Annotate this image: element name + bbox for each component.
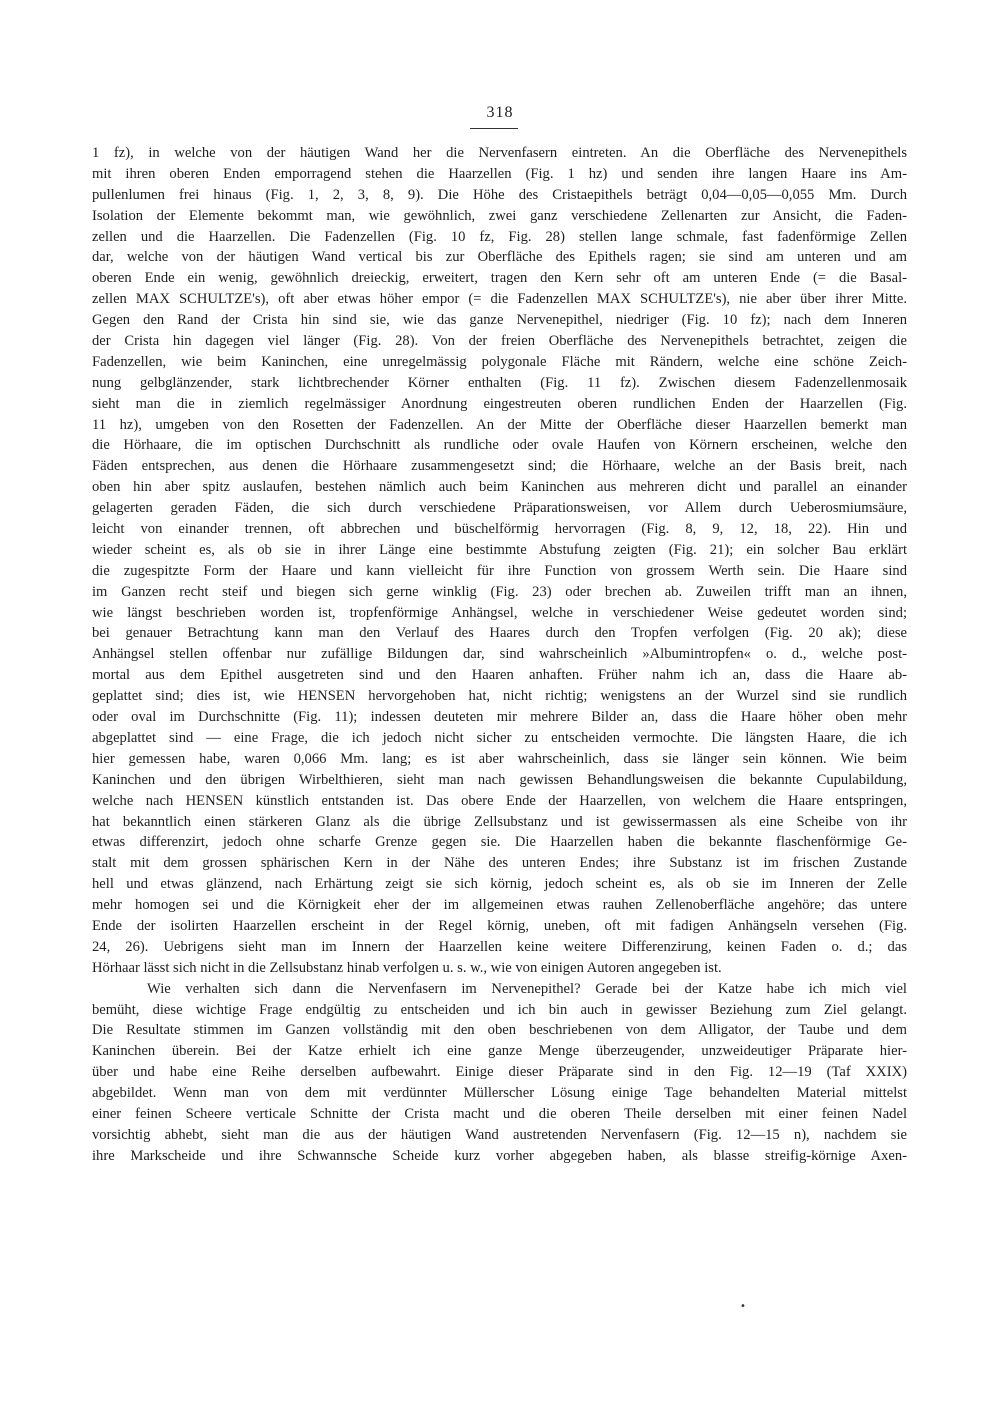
text-line: mortal aus dem Epithel ausgetreten sind und den Haaren anhaften. Früher nahm ich an, dass die Haare ab- [92,667,907,684]
text-line: hier gemessen habe, waren 0,066 Mm. lang; es ist aber wahrscheinlich, dass sie länger sein können. Wie beim [92,750,907,767]
text-line: Ende der isolirten Haarzellen erscheint in der Regel körnig, uneben, oft mit fadigen Anhängseln versehen (Fig. [92,917,907,934]
text-line: abgeplattet sind — eine Frage, die ich jedoch nicht sicher zu entscheiden vermochte. Die längsten Haare, die ich [92,729,907,746]
text-line: zellen MAX SCHULTZE's), oft aber etwas höher empor (= die Fadenzellen MAX SCHULTZE's), nie aber über ihrer Mitte. [92,291,907,308]
text-line: Kaninchen und den übrigen Wirbelthieren, sieht man nach gewissen Behandlungsweisen die bekannte Cupulabildung, [92,771,907,788]
text-line: welche nach HENSEN künstlich entstanden ist. Das obere Ende der Haarzellen, von welchem die Haare entspringen, [92,792,907,809]
text-line: wieder scheint es, als ob sie in ihrer Länge eine bestimmte Abstufung zeigten (Fig. 21); ein solcher Bau erklärt [92,541,907,558]
text-line: etwas differenzirt, jedoch ohne scharfe Grenze gegen sie. Die Haarzellen haben die bekannte flaschenförmige Ge- [92,834,907,851]
text-line: ihre Markscheide und ihre Schwannsche Scheide kurz vorher abgegeben haben, als blasse streifig-körnige Axen- [92,1147,907,1164]
text-line: Fadenzellen, wie beim Kaninchen, eine unregelmässig polygonale Fläche mit Rändern, welche eine schöne Zeich- [92,353,907,370]
text-line: Wie verhalten sich dann die Nervenfasern im Nervenepithel? Gerade bei der Katze habe ich mich viel [147,980,907,997]
text-line: Kaninchen überein. Bei der Katze erhielt ich eine ganze Menge überzeugender, unzweideutiger Präparate hier- [92,1043,907,1060]
text-line: oder oval im Durchschnitte (Fig. 11); indessen deuteten mir mehrere Bilder an, dass die Haare höher oben mehr [92,709,907,726]
text-line: einer feinen Scheere verticale Schnitte der Crista macht und die oberen Theile derselben mit einer feinen Nadel [92,1105,907,1122]
text-line: Fäden entsprechen, aus denen die Hörhaare zusammengesetzt sind; die Hörhaare, welche an der Basis breit, nach [92,458,907,475]
text-line: hat bekanntlich einen stärkeren Glanz als die übrige Zellsubstanz und ist gewissermassen als eine Scheibe von ihr [92,813,907,830]
text-line: mit ihren oberen Enden emporragend stehen die Haarzellen (Fig. 1 hz) und senden ihre langen Haare ins Am- [92,165,907,182]
text-line: Die Resultate stimmen im Ganzen vollständig mit den oben beschriebenen von dem Alligator, der Taube und dem [92,1022,907,1039]
text-line: mehr homogen sei und die Körnigkeit eher der im allgemeinen etwas rauhen Zellenoberfläche angehöre; das untere [92,897,907,914]
page-number: 318 [486,104,514,121]
text-line: bemüht, diese wichtige Frage endgültig zu entscheiden und ich bin auch in gewisser Beziehung zum Ziel gelangt. [92,1001,907,1018]
text-line: bei genauer Betrachtung kann man den Verlauf des Haares durch den Tropfen verfolgen (Fig. 20 ak); diese [92,625,907,642]
text-line: der Crista hin dagegen viel länger (Fig. 28). Von der freien Oberfläche des Nervenepithels betrachtet, zeigen die [92,333,907,350]
text-line: hell und etwas glänzend, nach Erhärtung zeigt sie sich körnig, jedoch scheint es, als ob sie im Inneren der Zelle [92,876,907,893]
text-line: leicht von einander trennen, oft abbrechen und büschelförmig hervorragen (Fig. 8, 9, 12, 18, 22). Hin und [92,521,907,538]
text-line: oben hin aber spitz auslaufen, bestehen nämlich auch beim Kaninchen aus mehreren dicht und parallel an einander [92,479,907,496]
text-line: 11 hz), umgeben von den Rosetten der Fadenzellen. An der Mitte der Oberfläche dieser Haarzellen bemerkt man [92,416,907,433]
text-line: zellen und die Haarzellen. Die Fadenzellen (Fig. 10 fz, Fig. 28) stellen lange schmale, fast fadenförmige Zellen [92,228,907,245]
text-line: Gegen den Rand der Crista hin sind sie, wie das ganze Nervenepithel, niedriger (Fig. 10 fz); nach dem Inneren [92,312,907,329]
text-line: sieht man die in ziemlich regelmässiger Anordnung eingestreuten oberen rundlichen Enden der Haarzellen (Fig. [92,395,907,412]
text-line: Hörhaar lässt sich nicht in die Zellsubstanz hinab verfolgen u. s. w., wie von einigen Autoren angegeben ist. [92,959,722,976]
text-line: 1 fz), in welche von der häutigen Wand her die Nervenfasern eintreten. An die Oberfläche des Nervenepithels [92,145,907,161]
text-line: geplattet sind; dies ist, wie HENSEN hervorgehoben hat, nicht richtig; wenigstens an der Wurzel sind sie rundlich [92,688,907,705]
text-line: wie längst beschrieben worden ist, tropfenförmige Anhängsel, welche in verschiedener Weise gedeutet worden sind; [92,604,907,621]
text-line: oberen Ende ein wenig, gewöhnlich dreieckig, erweitert, tragen den Kern sehr oft am unteren Ende (= die Basal- [92,270,907,287]
text-line: über und habe eine Reihe derselben aufbewahrt. Einige dieser Präparate sind in den Fig. 12—19 (Taf XXIX) [92,1064,907,1081]
body-text [92,143,907,1167]
text-line: dar, welche von der häutigen Wand vertical bis zur Oberfläche des Epithels ragen; sie sind am unteren und am [92,249,907,266]
text-line: stalt mit dem grossen sphärischen Kern in der Nähe des unteren Endes; ihre Substanz ist im frischen Zustande [92,855,907,872]
text-line: vorsichtig abhebt, sieht man die aus der häutigen Wand austretenden Nervenfasern (Fig. 12—15 n), nachdem sie [92,1126,907,1143]
text-line: Anhängsel stellen offenbar nur zufällige Bildungen dar, sind wahrscheinlich »Albumintropfen« o. d., welche post- [92,646,907,663]
text-line: 24, 26). Uebrigens sieht man im Innern der Haarzellen keine weitere Differenzirung, keinen Faden o. d.; das [92,938,907,955]
page-number-rule [470,128,518,129]
paragraph-1 [92,143,907,979]
paragraph-2 [92,979,907,1167]
text-line: die zugespitzte Form der Haare und kann vielleicht für ihre Function von grossem Werth sein. Die Haare sind [92,562,907,579]
text-line: gelagerten geraden Fäden, die sich durch verschiedene Präparationsweisen, vor Allem durch Ueberosmiumsäure, [92,500,907,517]
text-line: im Ganzen recht steif und biegen sich gerne winklig (Fig. 23) oder brechen ab. Zuweilen trifft man an ihnen, [92,583,907,600]
text-line: Isolation der Elemente bekommt man, wie gewöhnlich, zwei ganz verschiedene Zellenarten zur Ansicht, die Faden- [92,207,907,224]
text-line: pullenlumen frei hinaus (Fig. 1, 2, 3, 8, 9). Die Höhe des Cristaepithels beträgt 0,04—0,05—0,055 Mm. Durch [92,186,907,203]
text-line: nung gelbglänzender, stark lichtbrechender Körner enthalten (Fig. 11 fz). Zwischen diesem Fadenzellenmosaik [92,374,907,391]
print-speck: • [740,1301,746,1312]
text-line: abgebildet. Wenn man von dem mit verdünnter Müllerscher Lösung einige Tage behandelten Material mittelst [92,1085,907,1102]
text-line: die Hörhaare, die im optischen Durchschnitt als rundliche oder ovale Haufen von Körnern erscheinen, welche den [92,437,907,454]
